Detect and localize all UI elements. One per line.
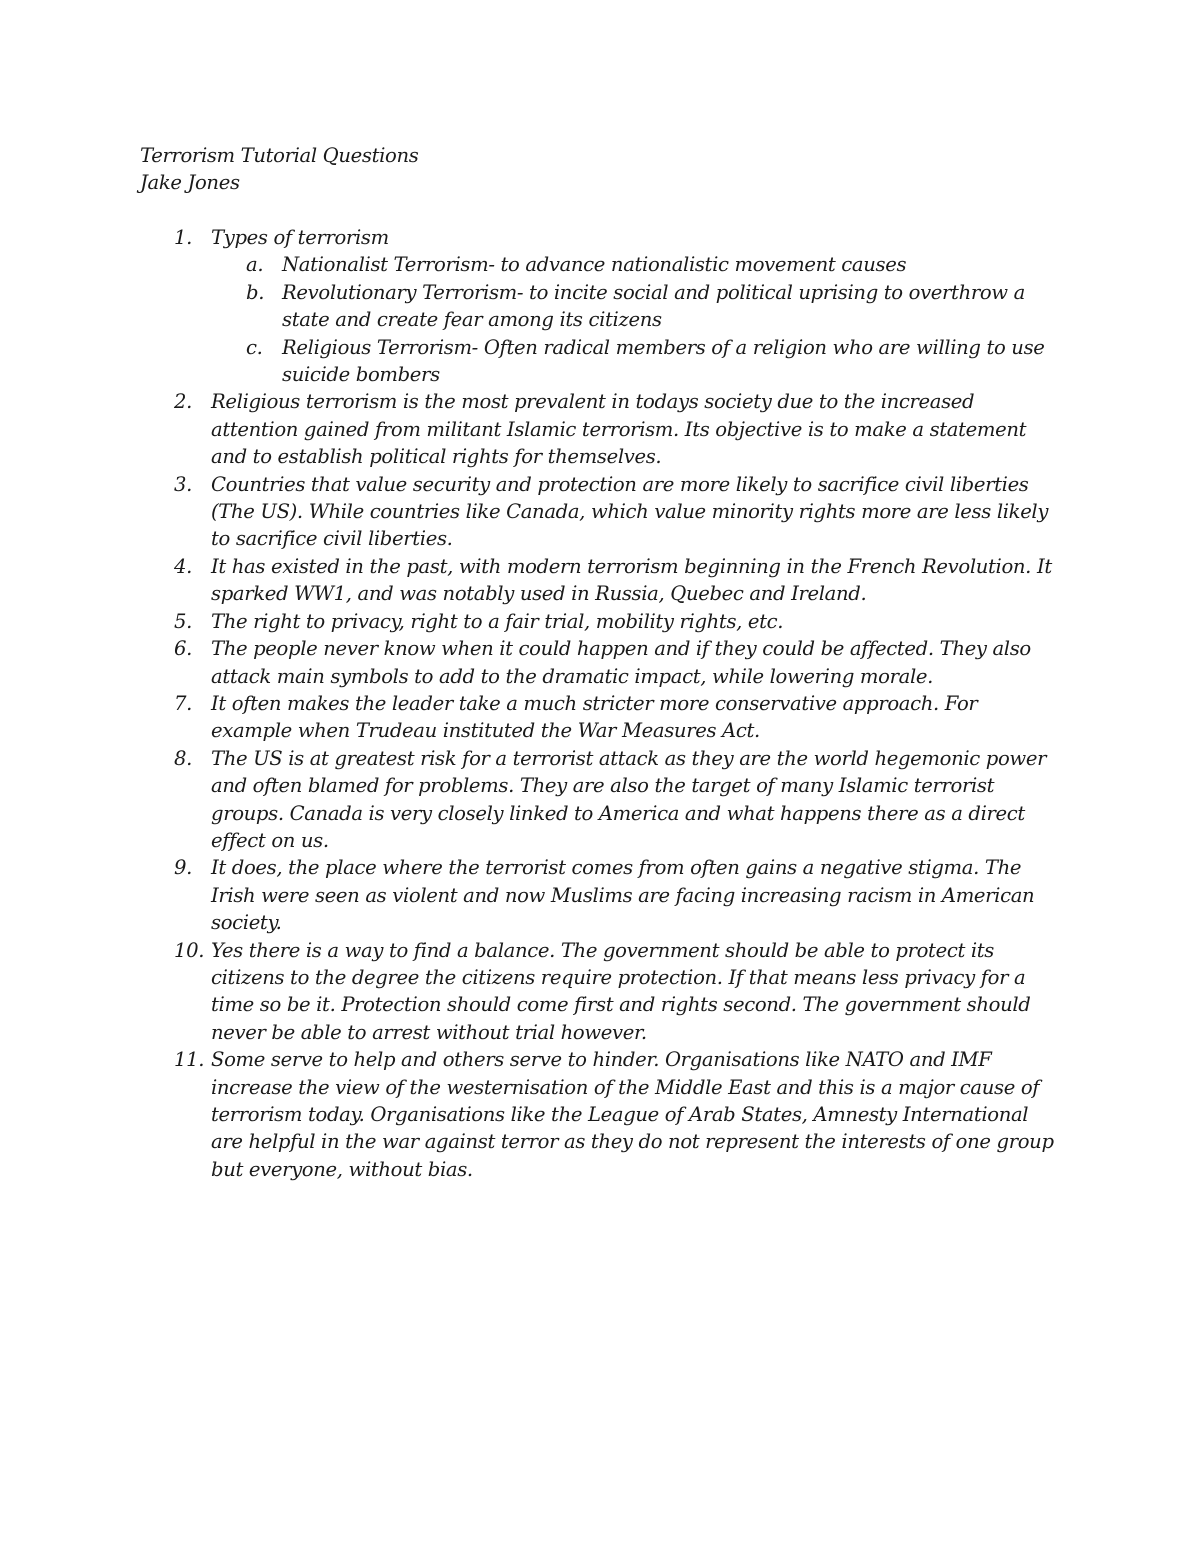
document-header: [140, 142, 1040, 197]
sub-item-text: Nationalist Terrorism- to advance nationalistic movement causes: [282, 253, 907, 277]
sub-item-letter: b.: [246, 280, 265, 304]
item-number: 4.: [174, 554, 192, 578]
list-item: [140, 745, 1060, 855]
document-title: Terrorism Tutorial Questions: [140, 144, 419, 167]
item-text: It often makes the leader take a much stricter more conservative approach. For example when Trudeau instituted the War Measures Act.: [211, 691, 978, 743]
item-number: 3.: [174, 472, 192, 496]
item-text: It has existed in the past, with modern terrorism beginning in the French Revolution. It sparked WW1, and was notably used in Russia, Quebec and Ireland.: [211, 554, 1052, 606]
document-author: Jake Jones: [140, 171, 240, 195]
sub-list-item: [211, 251, 1060, 278]
list-item: [140, 854, 1060, 936]
sub-list-item: [211, 279, 1060, 334]
list-item: [140, 553, 1060, 608]
item-text: It does, the place where the terrorist comes from often gains a negative stigma. The Irish were seen as violent and now Muslims are facing increasing racism in American society.: [211, 856, 1035, 935]
item-number: 2.: [174, 390, 192, 414]
list-item: [140, 1046, 1060, 1183]
list-item: [140, 224, 1060, 388]
item-text: Religious terrorism is the most prevalent in todays society due to the increased attention gained from militant Islamic terrorism. Its objective is to make a statement and to establish political rights for themselves.: [211, 390, 1027, 469]
item-number: 6.: [174, 637, 192, 661]
item-text: Countries that value security and protection are more likely to sacrifice civil liberties (The US). While countries like Canada, which value minority rights more are less likely to sacrifice civil liberties.: [211, 472, 1049, 551]
item-text: The US is at greatest risk for a terrorist attack as they are the world hegemonic power and often blamed for problems. They are also the target of many Islamic terrorist groups. Canada is very closely linked to America and what happens there as a direct effect on us.: [211, 746, 1047, 852]
sub-list: [211, 251, 1060, 388]
item-number: 5.: [174, 609, 192, 633]
list-item: [140, 635, 1060, 690]
item-number: 1.: [174, 226, 192, 249]
sub-item-text: Religious Terrorism- Often radical members of a religion who are willing to use suicide bombers: [282, 335, 1045, 387]
item-text: The right to privacy, right to a fair trial, mobility rights, etc.: [211, 609, 784, 633]
item-text: The people never know when it could happen and if they could be affected. They also attack main symbols to add to the dramatic impact, while lowering morale.: [211, 637, 1031, 688]
answer-list: [140, 224, 1060, 1183]
list-item: [140, 937, 1060, 1047]
item-text: Some serve to help and others serve to hinder. Organisations like NATO and IMF increase the view of the westernisation of the Middle East and this is a major cause of terrorism today. Organisations like the League of Arab States, Amnesty International are helpful in the war against terror as they do not represent the interests of one group but everyone, without bias.: [211, 1048, 1054, 1181]
sub-item-text: Revolutionary Terrorism- to incite social and political uprising to overthrow a state and create fear among its citizens: [282, 280, 1025, 332]
list-item: [140, 608, 1060, 635]
sub-item-letter: c.: [246, 335, 263, 359]
item-number: 9.: [174, 856, 192, 880]
item-number: 10.: [174, 938, 205, 962]
item-number: 7.: [174, 691, 192, 715]
item-number: 11.: [174, 1048, 205, 1072]
item-text: Types of terrorism: [211, 226, 389, 249]
sub-item-letter: a.: [246, 253, 264, 277]
list-item: [140, 471, 1060, 553]
item-number: 8.: [174, 746, 192, 770]
list-item: [140, 690, 1060, 745]
list-item: [140, 388, 1060, 470]
sub-list-item: [211, 334, 1060, 389]
item-text: Yes there is a way to find a balance. The government should be able to protect its citizens to the degree the citizens require protection. If that means less privacy for a time so be it. Protection should come first and rights second. The government should never be able to arrest without trial however.: [211, 938, 1031, 1044]
